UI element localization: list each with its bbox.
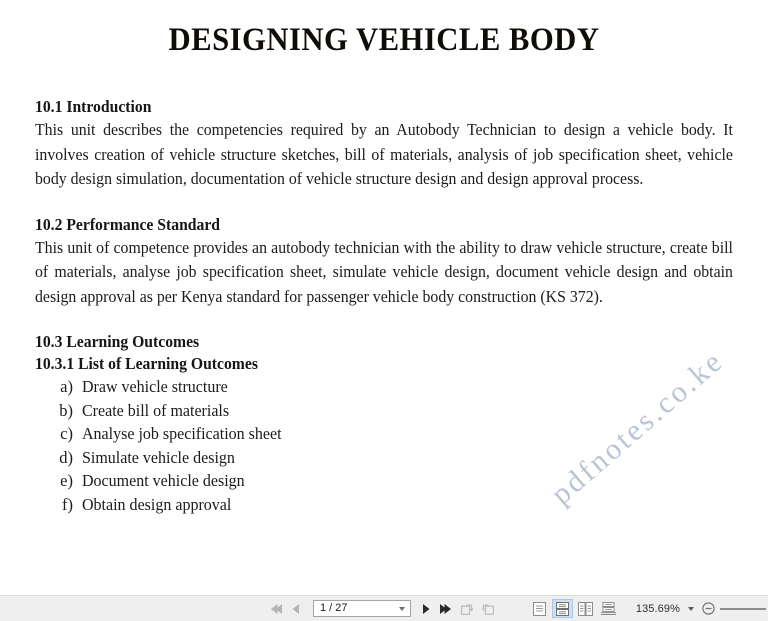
section-body: This unit describes the competencies required by an Autobody Technician to design a vehicle body. It involves creation of vehicle structure sketches, bill of materials, analysis of job specification sheet, vehicle body design simulation, documentation of vehicle structure design and design approval process. (35, 120, 733, 188)
minus-circle-icon (702, 602, 715, 615)
rotate-counterclockwise-icon (480, 602, 494, 615)
next-page-button[interactable] (417, 599, 434, 618)
two-page-continuous-icon (601, 602, 616, 616)
view-continuous-button[interactable] (552, 599, 573, 618)
list-item (35, 446, 733, 470)
section-introduction (35, 96, 733, 192)
zoom-out-button[interactable] (700, 601, 716, 617)
outcomes-heading: 10.3 Learning Outcomes (35, 332, 200, 351)
last-page-button[interactable] (436, 599, 453, 618)
chevron-left-icon (292, 604, 301, 614)
chevron-right-icon (421, 604, 430, 614)
section-body: This unit of competence provides an autobody technician with the ability to draw vehicle structure, create bill of materials, analyse job specification sheet, simulate vehicle design, document vehicle design and obtain design approval as per Kenya standard for passenger vehicle body construction (KS 372). (35, 237, 733, 306)
first-page-button[interactable] (269, 599, 286, 618)
zoom-slider[interactable] (720, 608, 766, 610)
chevron-down-icon[interactable] (399, 607, 405, 611)
list-item-label: Document vehicle design (82, 471, 245, 490)
section-heading: 10.1 Introduction (35, 97, 152, 116)
watermark: pdfnotes.co.ke (544, 343, 731, 512)
list-item (35, 493, 733, 517)
list-item-label: Obtain design approval (82, 494, 232, 514)
pdf-toolbar (0, 595, 768, 621)
zoom-level-value: 135.69% (635, 602, 680, 615)
rotate-counterclockwise-button[interactable] (478, 599, 495, 618)
list-item-label: Analyse job specification sheet (82, 424, 282, 443)
page-title: DESIGNING VEHICLE BODY (168, 22, 600, 58)
page-navigation-group (268, 596, 496, 621)
view-single-page-button[interactable] (529, 599, 550, 618)
view-two-page-continuous-button[interactable] (598, 599, 619, 618)
previous-page-button[interactable] (288, 599, 305, 618)
page-content (35, 10, 733, 516)
list-item-marker: e) (60, 471, 73, 490)
single-page-icon (533, 602, 546, 616)
list-item (35, 422, 733, 446)
page-number-value: 1 / 27 (320, 602, 348, 614)
list-item-marker: b) (59, 400, 73, 420)
section-learning-outcomes (35, 331, 733, 516)
page-number-input[interactable] (313, 600, 411, 617)
first-page-icon (271, 604, 284, 614)
list-item-marker: d) (59, 447, 73, 467)
last-page-icon (438, 604, 451, 614)
learning-outcomes-list (35, 375, 733, 516)
outcomes-subheading: 10.3.1 List of Learning Outcomes (35, 354, 258, 373)
list-item (35, 469, 733, 493)
rotate-clockwise-icon (461, 602, 475, 615)
list-item-label: Draw vehicle structure (82, 377, 228, 396)
list-item-label: Create bill of materials (82, 400, 230, 420)
section-performance-standard (35, 214, 733, 310)
list-item-marker: f) (62, 494, 73, 514)
list-item (35, 375, 733, 399)
view-two-page-button[interactable] (575, 599, 596, 618)
view-mode-group (528, 596, 620, 621)
two-page-icon (578, 602, 593, 616)
section-heading: 10.2 Performance Standard (35, 214, 221, 234)
rotate-clockwise-button[interactable] (459, 599, 476, 618)
zoom-dropdown-caret-icon[interactable] (688, 607, 694, 611)
list-item-marker: a) (60, 377, 73, 396)
continuous-page-icon (556, 602, 569, 616)
list-item (35, 399, 733, 423)
list-item-label: Simulate vehicle design (82, 447, 235, 467)
list-item-marker: c) (60, 424, 73, 443)
